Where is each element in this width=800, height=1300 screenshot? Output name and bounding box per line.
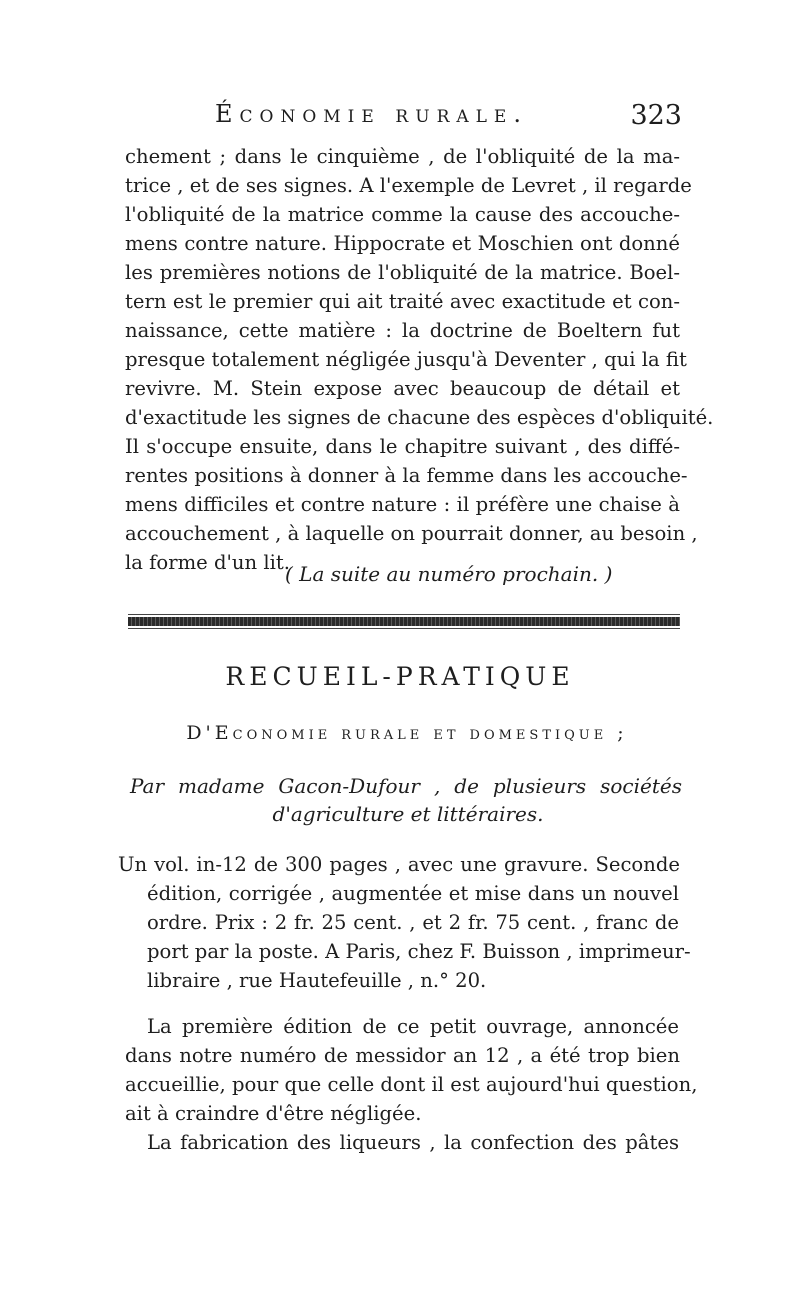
text-line: l'obliquité de la matrice comme la cause des accouche- <box>125 203 680 226</box>
text-line: d'exactitude les signes de chacune des espèces d'obliquité. <box>125 406 714 429</box>
text-line: trice , et de ses signes. A l'exemple de Levret , il regarde <box>125 174 692 197</box>
text-line: les premières notions de l'obliquité de la matrice. Boel- <box>125 261 680 284</box>
text-line: ordre. Prix : 2 fr. 25 cent. , et 2 fr. 75 cent. , franc de <box>147 911 679 934</box>
text-line: presque totalement négligée jusqu'à Deventer , qui la fit <box>125 348 687 371</box>
section-subtitle: D'Economie rurale et domestique ; <box>186 722 628 744</box>
text-line: la forme d'un lit. <box>125 551 291 574</box>
text-line: accueillie, pour que celle dont il est aujourd'hui question, <box>125 1073 698 1096</box>
text-line: tern est le premier qui ait traité avec exactitude et con- <box>125 290 680 313</box>
text-line: rentes positions à donner à la femme dans les accouche- <box>125 464 688 487</box>
text-line: ait à craindre d'être négligée. <box>125 1102 422 1125</box>
text-line: mens contre nature. Hippocrate et Moschien ont donné <box>125 232 680 255</box>
author-line: Par madame Gacon-Dufour , de plusieurs sociétés <box>130 774 682 798</box>
continuation-note: ( La suite au numéro prochain. ) <box>285 562 613 586</box>
text-line: libraire , rue Hautefeuille , n.° 20. <box>147 969 487 992</box>
text-line: naissance, cette matière : la doctrine de Boeltern fut <box>125 319 680 342</box>
text-line: accouchement , à laquelle on pourrait donner, au besoin , <box>125 522 698 545</box>
text-line: Il s'occupe ensuite, dans le chapitre suivant , des diffé- <box>125 435 680 458</box>
text-line: port par la poste. A Paris, chez F. Buisson , imprimeur- <box>147 940 691 963</box>
text-line: édition, corrigée , augmentée et mise dans un nouvel <box>147 882 679 905</box>
text-line: dans notre numéro de messidor an 12 , a été trop bien <box>125 1044 680 1067</box>
section-title: RECUEIL-PRATIQUE <box>225 662 575 691</box>
text-line: mens difficiles et contre nature : il préfère une chaise à <box>125 493 680 516</box>
page-number: 323 <box>630 100 682 131</box>
text-line: chement ; dans le cinquième , de l'obliquité de la ma- <box>125 145 680 168</box>
author-affiliation: d'agriculture et littéraires. <box>272 802 544 826</box>
text-line: La fabrication des liqueurs , la confection des pâtes <box>147 1131 679 1154</box>
text-line: La première édition de ce petit ouvrage, annoncée <box>147 1015 679 1038</box>
running-head-title: Économie rurale. <box>215 100 528 128</box>
text-line: Un vol. in-12 de 300 pages , avec une gravure. Seconde <box>118 853 680 876</box>
section-divider <box>128 617 680 626</box>
text-line: revivre. M. Stein expose avec beaucoup de détail et <box>125 377 680 400</box>
